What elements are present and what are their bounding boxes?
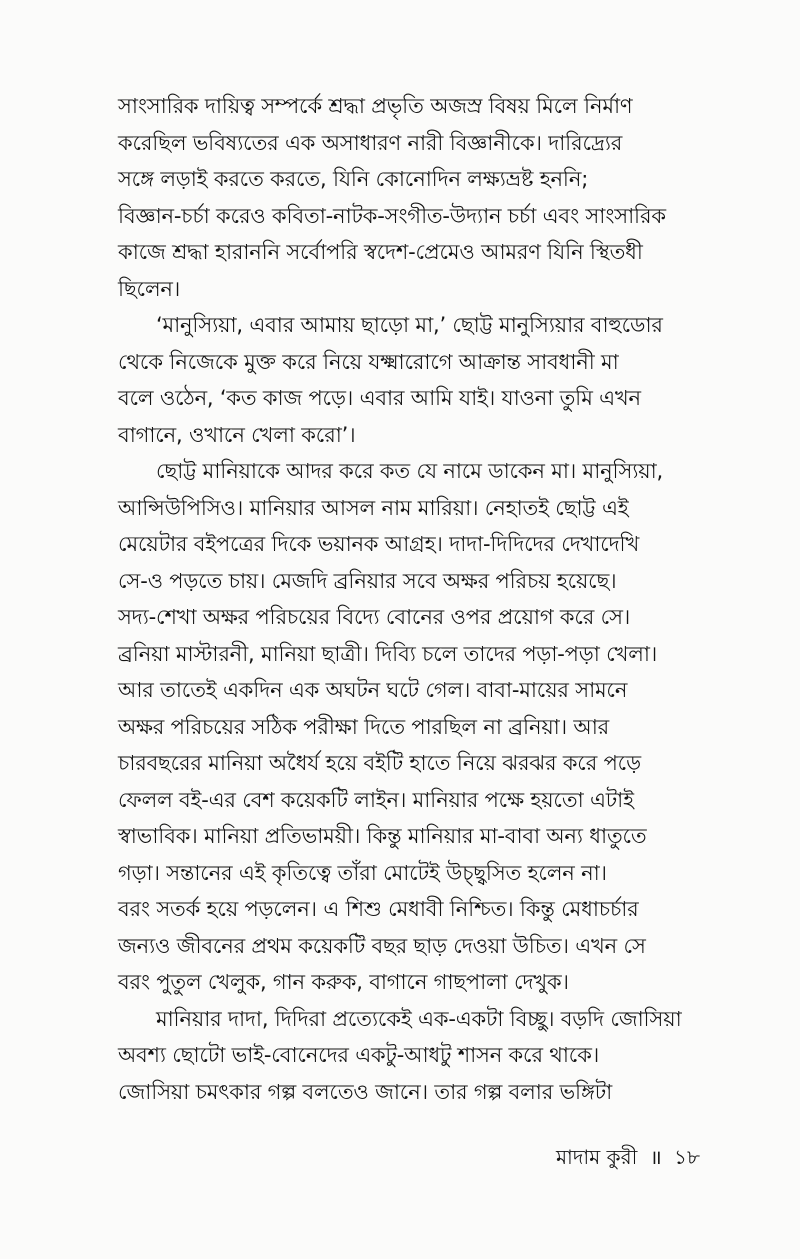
text-line: ‘মানুস্যিয়া, এবার আমায় ছাড়ো মা,’ ছোট্ট মানুস্যিয়ার বাহুডোর [156,313,663,337]
text-line: মেয়েটার বইপত্রের দিকে ভয়ানক আগ্রহ। দাদা-দিদিদের দেখাদেখি [118,532,640,556]
page-number: ১৮ [674,1145,700,1169]
text-line: আন্সিউপিসিও। মানিয়ার আসল নাম মারিয়া। নেহাতই ছোট্ট এই [118,495,629,520]
text-line: ফেলল বই-এর বেশ কয়েকটি লাইন। মানিয়ার পক্ষে হয়তো এটাই [118,787,634,812]
page-footer [556,1143,700,1176]
text-line: অক্ষর পরিচয়ের সঠিক পরীক্ষা দিতে পারছিল না ব্রনিয়া। আর [118,714,610,739]
text-line: কাজে শ্রদ্ধা হারাননি সর্বোপরি স্বদেশ-প্রেমেও আমরণ যিনি স্থিতধী [118,240,643,264]
text-line: অবশ্য ছোটো ভাই-বোনেদের একটু-আধটু শাসন করে থাকে। [118,1043,600,1067]
text-line: জন্যও জীবনের প্রথম কয়েকটি বছর ছাড় দেওয়া উচিত। এখন সে [118,933,646,958]
text-line: বরং পুতুল খেলুক, গান করুক, বাগানে গাছপালা দেখুক। [118,970,569,994]
text-line: থেকে নিজেকে মুক্ত করে নিয়ে যক্ষ্মারোগে আক্রান্ত সাবধানী মা [118,349,619,374]
text-line: সঙ্গে লড়াই করতে করতে, যিনি কোনোদিন লক্ষ্যভ্রষ্ট হননি; [118,167,589,191]
text-line: আর তাতেই একদিন এক অঘটন ঘটে গেল। বাবা-মায়ের সামনে [118,678,628,702]
text-line: সদ্য-শেখা অক্ষর পরিচয়ের বিদ্যে বোনের ওপর প্রয়োগ করে সে। [118,605,631,629]
text-line: চারবছরের মানিয়া অধৈর্য হয়ে বইটি হাতে নিয়ে ঝরঝর করে পড়ে [118,751,641,775]
text-line: গড়া। সন্তানের এই কৃতিত্বে তাঁরা মোটেই উচ্ছ্বসিত হলেন না। [118,860,607,885]
text-line: বরং সতর্ক হয়ে পড়লেন। এ শিশু মেধাবী নিশ্চিত। কিন্তু মেধাচর্চার [118,897,639,921]
running-title: মাদাম কুরী [555,1145,638,1169]
text-line: বলে ওঠেন, ‘কত কাজ পড়ে। এবার আমি যাই। যাওনা তুমি এখন [118,386,641,410]
text-line: সে-ও পড়তে চায়। মেজদি ব্রনিয়ার সবে অক্ষর পরিচয় হয়েছে। [118,568,617,593]
text-line: ছিলেন। [118,276,181,301]
text-line: মানিয়ার দাদা, দিদিরা প্রত্যেকেই এক-একটা বিচ্ছু। বড়দি জোসিয়া [156,1006,682,1031]
text-line: সাংসারিক দায়িত্ব সম্পর্কে শ্রদ্ধা প্রভৃতি অজস্র বিষয় মিলে নির্মাণ [118,94,633,118]
footer-separator: ॥ [649,1145,662,1169]
text-line: বাগানে, ওখানে খেলা করো’। [118,422,356,447]
text-line: বিজ্ঞান-চর্চা করেও কবিতা-নাটক-সংগীত-উদ্যান চর্চা এবং সাংসারিক [118,203,666,228]
body-text [118,88,700,1110]
text-line: ব্রনিয়া মাস্টারনী, মানিয়া ছাত্রী। দিব্যি চলে তাদের পড়া-পড়া খেলা। [118,641,658,666]
text-line: করেছিল ভবিষ্যতের এক অসাধারণ নারী বিজ্ঞানীকে। দারিদ্র্যের [118,130,623,155]
text-line: স্বাভাবিক। মানিয়া প্রতিভাময়ী। কিন্তু মানিয়ার মা-বাবা অন্য ধাতুতে [118,824,647,848]
text-line: ছোট্ট মানিয়াকে আদর করে কত যে নামে ডাকেন মা। মানুস্যিয়া, [156,459,663,483]
text-line: জোসিয়া চমৎকার গল্প বলতেও জানে। তার গল্প বলার ভঙ্গিটা [118,1079,613,1104]
